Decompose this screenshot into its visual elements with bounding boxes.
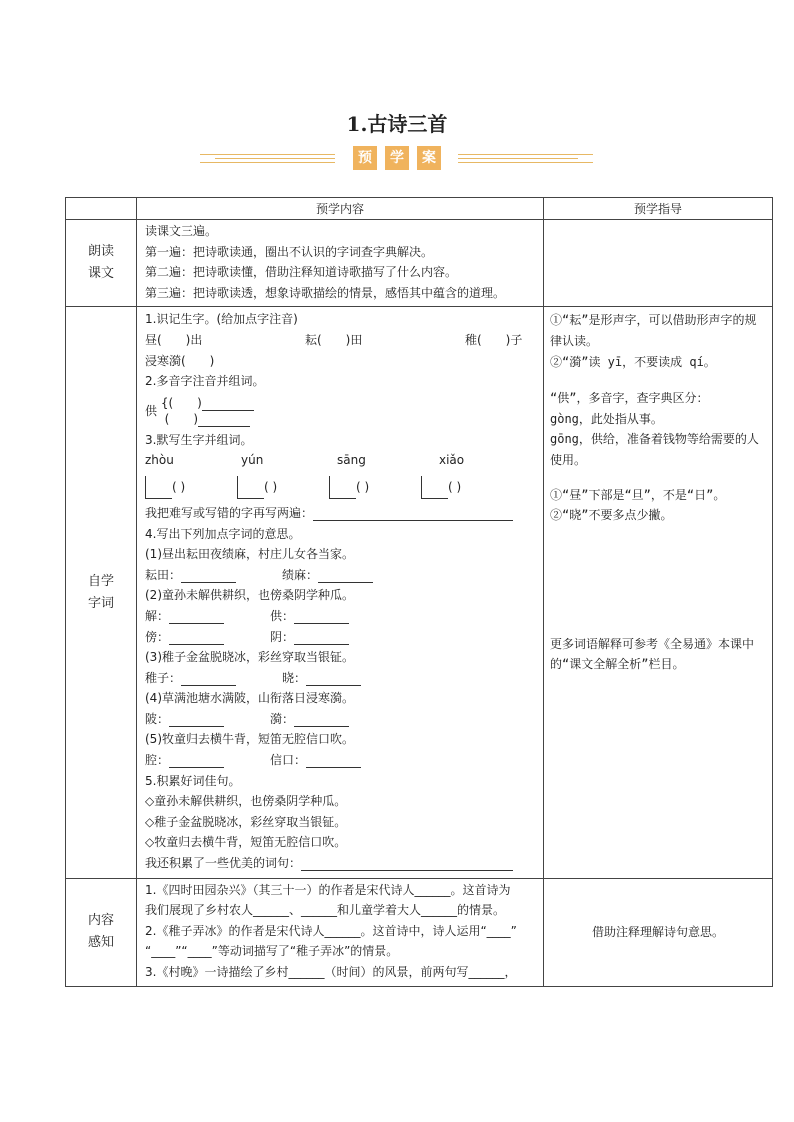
q5-title: 5.积累好词佳句。 <box>145 773 241 788</box>
guide-note: ①“耘”是形声字，可以借助形声字的规律认读。 <box>550 313 757 348</box>
feeling-label: 内容 感知 <box>66 878 137 986</box>
feeling-guide: 借助注释理解诗句意思。 <box>544 878 773 986</box>
q3-boxes: ( ) ( ) ( ) ( ) <box>137 471 543 503</box>
guide-note: “供”，多音字，查字典区分： <box>550 391 709 406</box>
banner-char-2: 学 <box>385 146 409 170</box>
q4-sentence: (4)草满池塘水满陂，山衔落日浸寒漪。 <box>145 691 354 706</box>
writing-box[interactable] <box>145 476 172 499</box>
banner-char-1: 预 <box>353 146 377 170</box>
reading-label: 朗读 课文 <box>66 220 137 307</box>
header-content: 预学内容 <box>137 198 544 220</box>
header-guide: 预学指导 <box>544 198 773 220</box>
feeling-line: 3.《村晚》一诗描绘了乡村______（时间）的风景，前两句写______， <box>145 965 517 979</box>
answer-blank[interactable] <box>301 856 513 871</box>
q5-more: 我还积累了一些优美的词句： <box>137 853 543 874</box>
answer-blank[interactable] <box>313 506 513 521</box>
q4-answers: 腔： 信口： <box>137 750 543 771</box>
q4-answers: 陂： 漪： <box>137 709 543 730</box>
q4-answers: 耘田： 绩麻： <box>137 565 543 586</box>
q4-answers: 稚子： 晓： <box>137 668 543 689</box>
feeling-row <box>66 878 773 986</box>
q2-polyphone: 供 {( ) ( ) <box>137 392 543 430</box>
q3-pinyin: zhòu yún sāng xiǎo <box>145 453 465 468</box>
q4-answers: 傍： 阴： <box>137 627 543 648</box>
feeling-line: “____”“____”等动词描写了“稚子弄冰”的情景。 <box>145 944 399 959</box>
reading-line: 第二遍：把诗歌读懂，借助注释知道诗歌描写了什么内容。 <box>145 265 458 280</box>
writing-box[interactable] <box>237 476 264 499</box>
guide-note: 更多词语解释可参考《全易通》本课中的“课文全解全析”栏目。 <box>550 636 755 672</box>
guide-note: gòng，此处指从事。 <box>550 411 663 426</box>
q1-row1: 昼( )出 耘( )田 稚( )子 <box>145 332 523 347</box>
table-header <box>66 198 773 220</box>
q5-line: ◇稚子金盆脱晓冰，彩丝穿取当银钲。 <box>145 814 347 829</box>
reading-line: 第一遍：把诗歌读通，圈出不认识的字词查字典解决。 <box>145 244 434 259</box>
guide-note: ②“晓”不要多点少撇。 <box>550 508 673 523</box>
q4-sentence: (3)稚子金盆脱晓冰，彩丝穿取当银钲。 <box>145 650 354 665</box>
page-title: 1.古诗三首 <box>346 112 448 136</box>
q4-sentence: (2)童孙未解供耕织，也傍桑阴学种瓜。 <box>145 588 354 603</box>
reading-line: 读课文三遍。 <box>145 224 218 238</box>
selfstudy-row <box>66 307 773 878</box>
q2-title: 2.多音字注音并组词。 <box>145 374 265 389</box>
banner-char-3: 案 <box>417 146 441 170</box>
feeling-line: 我们展现了乡村农人______、______和儿童学着大人______的情景。 <box>145 903 506 918</box>
q5-line: ◇牧童归去横牛背，短笛无腔信口吹。 <box>145 835 347 850</box>
writing-box[interactable] <box>329 476 356 499</box>
reading-row <box>66 220 773 307</box>
q1-title: 1.识记生字。(给加点字注音) <box>145 312 298 327</box>
feeling-line: 2.《稚子弄冰》的作者是宋代诗人______。这首诗中，诗人运用“____” <box>145 923 517 938</box>
reading-line: 第三遍：把诗歌读透，想象诗歌描绘的情景，感悟其中蕴含的道理。 <box>145 285 506 300</box>
guide-note: gōng，供给，准备着钱物等给需要的人使用。 <box>550 432 759 467</box>
selfstudy-label: 自学 字词 <box>66 307 137 878</box>
selfstudy-guide <box>544 307 773 878</box>
writing-box[interactable] <box>421 476 448 499</box>
q4-sentence: (5)牧童归去横牛背，短笛无腔信口吹。 <box>145 732 354 747</box>
q4-title: 4.写出下列加点字词的意思。 <box>145 526 301 541</box>
feeling-line: 1.《四时田园杂兴》（其三十一）的作者是宋代诗人______。这首诗为 <box>145 882 511 897</box>
q4-answers: 解： 供： <box>137 606 543 627</box>
title-banner <box>0 144 794 172</box>
guide-note: ②“漪”读 yī，不要读成 qí。 <box>550 354 716 369</box>
q3-retry: 我把难写或写错的字再写两遍： <box>137 503 543 524</box>
guide-note: ①“昼”下部是“旦”，不是“日”。 <box>550 487 726 502</box>
study-table <box>65 197 773 987</box>
q5-line: ◇童孙未解供耕织，也傍桑阴学种瓜。 <box>145 794 347 809</box>
q3-title: 3.默写生字并组词。 <box>145 432 253 447</box>
q4-sentence: (1)昼出耘田夜绩麻，村庄儿女各当家。 <box>145 547 354 562</box>
q1-row2: 浸寒漪( ) <box>145 353 215 368</box>
